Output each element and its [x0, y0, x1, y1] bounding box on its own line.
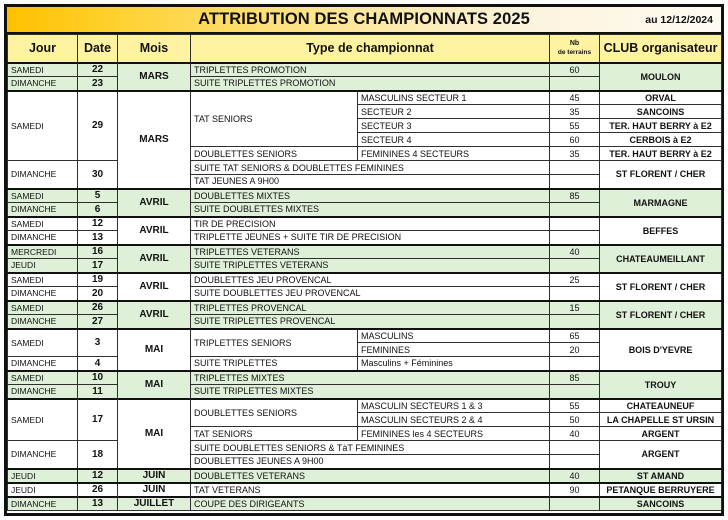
- table-row: [8, 469, 722, 483]
- cell-nb-terrains: 85: [550, 189, 600, 203]
- cell-nb-terrains: [550, 287, 600, 301]
- cell-nb-terrains: 40: [550, 427, 600, 441]
- cell-nb-terrains: 55: [550, 399, 600, 413]
- cell-club-organisateur: SANCOINS: [600, 105, 722, 119]
- cell-type-detail: MASCULINS: [358, 329, 550, 343]
- cell-club-organisateur: ORVAL: [600, 91, 722, 105]
- cell-jour: SAMEDI: [8, 399, 78, 441]
- cell-club-organisateur: SANCOINS: [600, 497, 722, 511]
- cell-jour: SAMEDI: [8, 189, 78, 203]
- cell-jour: SAMEDI: [8, 301, 78, 315]
- cell-type-championnat: DOUBLETTES SENIORS: [191, 399, 358, 427]
- cell-type-detail: Masculins + Féminines: [358, 357, 550, 371]
- cell-nb-terrains: [550, 231, 600, 245]
- cell-jour: DIMANCHE: [8, 441, 78, 469]
- cell-nb-terrains: 90: [550, 483, 600, 497]
- cell-date: 26: [78, 301, 118, 315]
- cell-mois: MAI: [118, 329, 191, 371]
- cell-mois: AVRIL: [118, 189, 191, 217]
- cell-type-championnat: TRIPLETTE JEUNES + SUITE TIR DE PRECISION: [191, 231, 550, 245]
- cell-jour: DIMANCHE: [8, 161, 78, 189]
- cell-type-championnat: TRIPLETTES MIXTES: [191, 371, 550, 385]
- cell-club-organisateur: CERBOIS à E2: [600, 133, 722, 147]
- cell-date: 20: [78, 287, 118, 301]
- cell-date: 17: [78, 259, 118, 273]
- cell-type-championnat: SUITE TRIPLETTES PROMOTION: [191, 77, 550, 91]
- cell-jour: SAMEDI: [8, 371, 78, 385]
- cell-type-championnat: TIR DE PRECISION: [191, 217, 550, 231]
- cell-date: 16: [78, 245, 118, 259]
- page-title: ATTRIBUTION DES CHAMPIONNATS 2025: [198, 10, 530, 28]
- table-row: [8, 483, 722, 497]
- cell-jour: JEUDI: [8, 483, 78, 497]
- cell-club-organisateur: CHATEAUNEUF: [600, 399, 722, 413]
- cell-nb-terrains: 60: [550, 133, 600, 147]
- column-header-jour: Jour: [8, 35, 78, 63]
- cell-type-championnat: SUITE TRIPLETTES PROVENCAL: [191, 315, 550, 329]
- cell-type-championnat: SUITE DOUBLETTES MIXTES: [191, 203, 550, 217]
- table-row: [8, 161, 722, 175]
- cell-type-championnat: TAT SENIORS: [191, 91, 358, 147]
- cell-nb-terrains: 50: [550, 413, 600, 427]
- cell-type-championnat: DOUBLETTES SENIORS: [191, 147, 358, 161]
- cell-type-detail: FEMININES 4 SECTEURS: [358, 147, 550, 161]
- column-header-mois: Mois: [118, 35, 191, 63]
- cell-nb-terrains: [550, 259, 600, 273]
- cell-jour: DIMANCHE: [8, 357, 78, 371]
- cell-type-championnat: DOUBLETTES JEU PROVENCAL: [191, 273, 550, 287]
- nb-label-line2: de terrains: [557, 48, 592, 56]
- table-row: [8, 273, 722, 287]
- cell-mois: AVRIL: [118, 217, 191, 245]
- cell-mois: MARS: [118, 63, 191, 91]
- cell-jour: DIMANCHE: [8, 77, 78, 91]
- table-row: [8, 371, 722, 385]
- cell-mois: AVRIL: [118, 273, 191, 301]
- cell-date: 5: [78, 189, 118, 203]
- cell-nb-terrains: [550, 497, 600, 511]
- cell-jour: SAMEDI: [8, 273, 78, 287]
- cell-nb-terrains: [550, 315, 600, 329]
- cell-type-championnat: DOUBLETTES MIXTES: [191, 189, 550, 203]
- cell-nb-terrains: 40: [550, 245, 600, 259]
- cell-nb-terrains: 40: [550, 469, 600, 483]
- cell-nb-terrains: 55: [550, 119, 600, 133]
- cell-mois: JUILLET: [118, 497, 191, 511]
- cell-mois: MAI: [118, 371, 191, 399]
- table-row: [8, 245, 722, 259]
- cell-mois: AVRIL: [118, 245, 191, 273]
- championship-table: [7, 34, 722, 511]
- cell-jour: MERCREDI: [8, 245, 78, 259]
- cell-jour: SAMEDI: [8, 329, 78, 357]
- cell-type-detail: MASCULINS SECTEUR 1: [358, 91, 550, 105]
- cell-date: 30: [78, 161, 118, 189]
- cell-date: 10: [78, 371, 118, 385]
- cell-jour: SAMEDI: [8, 91, 78, 161]
- cell-type-detail: SECTEUR 4: [358, 133, 550, 147]
- cell-type-championnat: SUITE TAT SENIORS & DOUBLETTES FEMININES: [191, 161, 550, 175]
- cell-type-championnat: TRIPLETTES VETERANS: [191, 245, 550, 259]
- cell-club-organisateur: ST FLORENT / CHER: [600, 273, 722, 301]
- cell-date: 23: [78, 77, 118, 91]
- cell-type-championnat: TRIPLETTES PROVENCAL: [191, 301, 550, 315]
- as-of-date: au 12/12/2024: [645, 13, 713, 26]
- cell-club-organisateur: ST FLORENT / CHER: [600, 161, 722, 189]
- cell-jour: JEUDI: [8, 259, 78, 273]
- cell-nb-terrains: [550, 455, 600, 469]
- header-row: [8, 35, 722, 63]
- cell-club-organisateur: BEFFES: [600, 217, 722, 245]
- cell-date: 26: [78, 483, 118, 497]
- cell-date: 19: [78, 273, 118, 287]
- cell-nb-terrains: [550, 203, 600, 217]
- cell-club-organisateur: PETANQUE BERRUYERE: [600, 483, 722, 497]
- table-header: [8, 35, 722, 63]
- cell-nb-terrains: [550, 385, 600, 399]
- cell-type-detail: MASCULIN SECTEURS 2 & 4: [358, 413, 550, 427]
- table-row: [8, 441, 722, 455]
- cell-date: 11: [78, 385, 118, 399]
- table-row: [8, 497, 722, 511]
- table-row: [8, 301, 722, 315]
- cell-club-organisateur: TER. HAUT BERRY à E2: [600, 119, 722, 133]
- column-header-nb-terrains: [550, 35, 600, 63]
- cell-nb-terrains: [550, 77, 600, 91]
- cell-type-detail: MASCULIN SECTEURS 1 & 3: [358, 399, 550, 413]
- cell-nb-terrains: 45: [550, 91, 600, 105]
- cell-mois: JUIN: [118, 469, 191, 483]
- cell-date: 12: [78, 469, 118, 483]
- cell-type-championnat: SUITE DOUBLETTES SENIORS & TàT FEMININES: [191, 441, 550, 455]
- cell-club-organisateur: ARGENT: [600, 427, 722, 441]
- cell-type-detail: FEMININES les 4 SECTEURS: [358, 427, 550, 441]
- cell-mois: JUIN: [118, 483, 191, 497]
- title-bar: [7, 7, 721, 34]
- cell-club-organisateur: MARMAGNE: [600, 189, 722, 217]
- cell-nb-terrains: 15: [550, 301, 600, 315]
- cell-nb-terrains: 60: [550, 63, 600, 77]
- cell-nb-terrains: 85: [550, 371, 600, 385]
- cell-nb-terrains: 35: [550, 105, 600, 119]
- cell-type-championnat: TAT JEUNES A 9H00: [191, 175, 550, 189]
- cell-date: 13: [78, 497, 118, 511]
- cell-date: 6: [78, 203, 118, 217]
- cell-date: 3: [78, 329, 118, 357]
- cell-jour: SAMEDI: [8, 63, 78, 77]
- table-row: [8, 217, 722, 231]
- cell-date: 18: [78, 441, 118, 469]
- cell-type-championnat: SUITE TRIPLETTES VETERANS: [191, 259, 550, 273]
- cell-date: 27: [78, 315, 118, 329]
- cell-nb-terrains: 65: [550, 329, 600, 343]
- cell-nb-terrains: [550, 175, 600, 189]
- table-row: [8, 91, 722, 105]
- cell-jour: DIMANCHE: [8, 231, 78, 245]
- cell-date: 12: [78, 217, 118, 231]
- cell-mois: AVRIL: [118, 301, 191, 329]
- cell-club-organisateur: TROUY: [600, 371, 722, 399]
- cell-type-championnat: SUITE TRIPLETTES MIXTES: [191, 385, 550, 399]
- cell-nb-terrains: [550, 441, 600, 455]
- cell-club-organisateur: ARGENT: [600, 441, 722, 469]
- cell-type-championnat: SUITE TRIPLETTES: [191, 357, 358, 371]
- cell-jour: DIMANCHE: [8, 287, 78, 301]
- cell-jour: DIMANCHE: [8, 315, 78, 329]
- cell-nb-terrains: [550, 217, 600, 231]
- cell-type-championnat: DOUBLETTES JEUNES A 9H00: [191, 455, 550, 469]
- table-row: [8, 189, 722, 203]
- cell-club-organisateur: CHATEAUMEILLANT: [600, 245, 722, 273]
- cell-date: 29: [78, 91, 118, 161]
- cell-date: 17: [78, 399, 118, 441]
- cell-type-championnat: TAT SENIORS: [191, 427, 358, 441]
- cell-nb-terrains: [550, 357, 600, 371]
- cell-club-organisateur: BOIS D'YEVRE: [600, 329, 722, 371]
- cell-nb-terrains: 25: [550, 273, 600, 287]
- cell-nb-terrains: 20: [550, 343, 600, 357]
- cell-date: 22: [78, 63, 118, 77]
- cell-type-detail: FEMININES: [358, 343, 550, 357]
- cell-mois: MARS: [118, 91, 191, 189]
- cell-club-organisateur: ST AMAND: [600, 469, 722, 483]
- table-body: [8, 63, 722, 511]
- cell-type-championnat: TRIPLETTES SENIORS: [191, 329, 358, 357]
- cell-jour: DIMANCHE: [8, 497, 78, 511]
- column-header-club: CLUB organisateur: [600, 35, 722, 63]
- cell-type-championnat: DOUBLETTES VETERANS: [191, 469, 550, 483]
- cell-type-championnat: COUPE DES DIRIGEANTS: [191, 497, 550, 511]
- table-row: [8, 329, 722, 343]
- cell-mois: MAI: [118, 399, 191, 469]
- cell-club-organisateur: ST FLORENT / CHER: [600, 301, 722, 329]
- column-header-date: Date: [78, 35, 118, 63]
- cell-jour: DIMANCHE: [8, 385, 78, 399]
- table-row: [8, 63, 722, 77]
- cell-date: 13: [78, 231, 118, 245]
- nb-label-line1: Nb: [569, 40, 580, 48]
- cell-type-championnat: SUITE DOUBLETTES JEU PROVENCAL: [191, 287, 550, 301]
- cell-jour: DIMANCHE: [8, 203, 78, 217]
- table-row: [8, 399, 722, 413]
- cell-jour: JEUDI: [8, 469, 78, 483]
- column-header-type: Type de championnat: [191, 35, 550, 63]
- cell-type-detail: SECTEUR 2: [358, 105, 550, 119]
- cell-date: 4: [78, 357, 118, 371]
- table-frame: [4, 4, 724, 516]
- cell-club-organisateur: MOULON: [600, 63, 722, 91]
- cell-club-organisateur: TER. HAUT BERRY à E2: [600, 147, 722, 161]
- cell-type-championnat: TRIPLETTES PROMOTION: [191, 63, 550, 77]
- cell-type-championnat: TAT VETERANS: [191, 483, 550, 497]
- cell-nb-terrains: 35: [550, 147, 600, 161]
- cell-nb-terrains: [550, 161, 600, 175]
- cell-club-organisateur: LA CHAPELLE ST URSIN: [600, 413, 722, 427]
- cell-jour: SAMEDI: [8, 217, 78, 231]
- cell-type-detail: SECTEUR 3: [358, 119, 550, 133]
